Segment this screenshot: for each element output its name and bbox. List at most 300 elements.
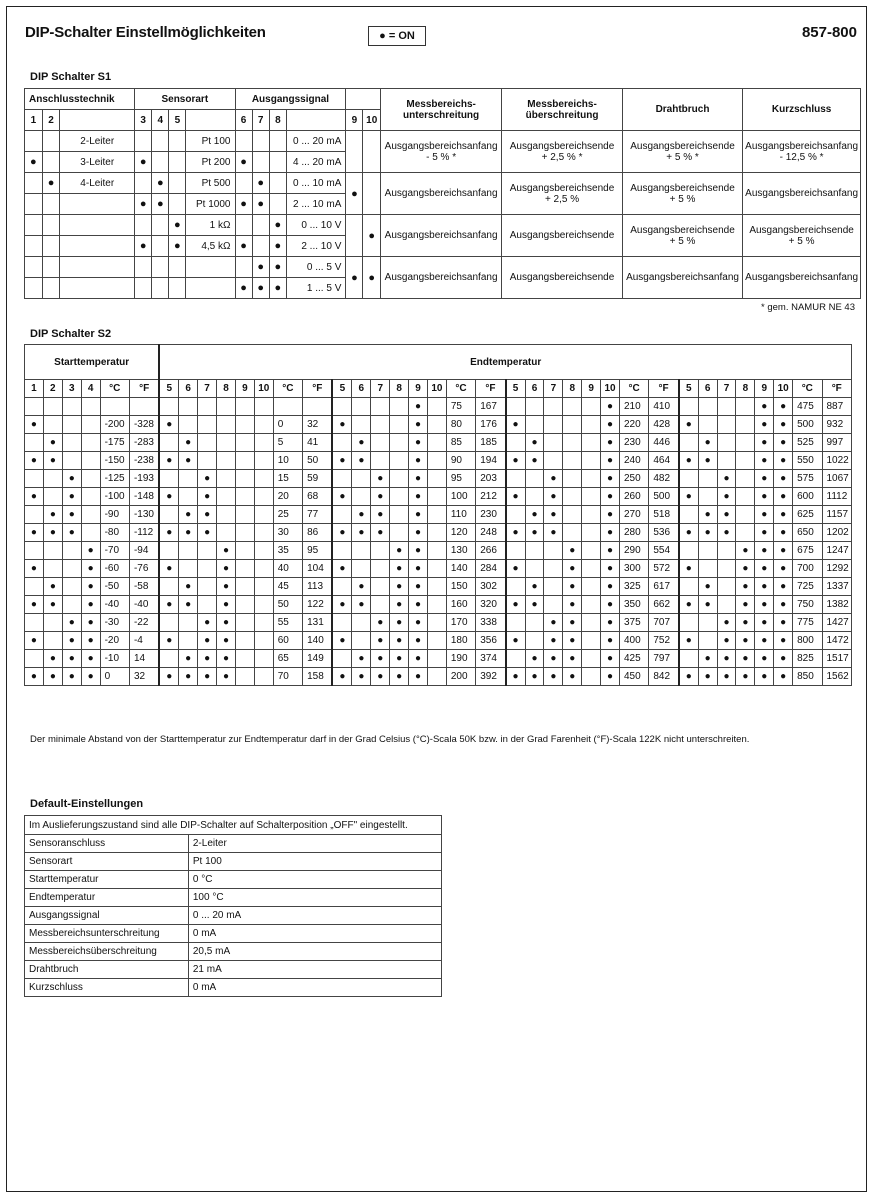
- s2-cell: ●: [736, 650, 755, 668]
- s2-cell: ●: [332, 596, 351, 614]
- s2-cell: ●: [81, 578, 100, 596]
- s1-ausgang-label: 2 ... 10 V: [286, 236, 345, 257]
- s1-row: [25, 131, 861, 152]
- s1-switch-cell: ●: [269, 215, 286, 236]
- s2-cell: 320: [476, 596, 506, 614]
- s2-cell: ●: [352, 578, 371, 596]
- s1-switch-cell: [25, 215, 43, 236]
- s2-cell: ●: [563, 542, 582, 560]
- s1-switch-cell: ●: [269, 236, 286, 257]
- s2-cell: ●: [563, 596, 582, 614]
- s2-col-header: °C: [619, 380, 648, 398]
- s2-cell: ●: [563, 632, 582, 650]
- s2-cell: ●: [371, 488, 390, 506]
- s2-cell: ●: [774, 668, 793, 686]
- s2-cell: [582, 650, 601, 668]
- s2-cell: ●: [43, 434, 62, 452]
- s2-cell: [427, 650, 446, 668]
- s2-cell: ●: [717, 650, 736, 668]
- s2-cell: 725: [793, 578, 822, 596]
- s2-cell: ●: [601, 578, 620, 596]
- s2-cell: ●: [774, 542, 793, 560]
- s1-fault-unter: Ausgangsbereichsanfang: [380, 173, 501, 215]
- s2-cell: [582, 416, 601, 434]
- defaults-row: [25, 907, 442, 925]
- s2-cell: ●: [179, 506, 198, 524]
- s2-cell: ●: [525, 650, 544, 668]
- s2-cell: ●: [506, 524, 525, 542]
- s1-anschluss-label: [60, 236, 135, 257]
- s2-cell: ●: [679, 560, 698, 578]
- s2-cell: [43, 488, 62, 506]
- s2-cell: 325: [619, 578, 648, 596]
- s2-cell: [582, 596, 601, 614]
- s2-cell: [736, 452, 755, 470]
- s2-cell: 230: [476, 506, 506, 524]
- s2-cell: ●: [544, 506, 563, 524]
- s2-cell: [217, 416, 236, 434]
- s2-cell: 482: [649, 470, 679, 488]
- s2-cell: 40: [273, 560, 302, 578]
- s2-cell: ●: [544, 650, 563, 668]
- s2-cell: ●: [506, 452, 525, 470]
- s1-switch-cell: ●: [235, 152, 252, 173]
- s2-cell: [254, 488, 273, 506]
- s2-cell: -22: [129, 614, 159, 632]
- s2-cell: 190: [446, 650, 475, 668]
- s2-cell: [582, 524, 601, 542]
- s2-cell: [254, 542, 273, 560]
- s2-cell: -20: [100, 632, 129, 650]
- s2-cell: -175: [100, 434, 129, 452]
- s2-cell: [352, 632, 371, 650]
- s2-cell: ●: [544, 668, 563, 686]
- s2-cell: ●: [409, 452, 428, 470]
- s2-cell: ●: [62, 632, 81, 650]
- s1-switch-cell: [169, 194, 186, 215]
- s2-cell: ●: [81, 668, 100, 686]
- s2-cell: [563, 452, 582, 470]
- s2-cell: ●: [81, 596, 100, 614]
- s2-cell: [198, 434, 217, 452]
- s2-cell: ●: [736, 578, 755, 596]
- s2-cell: ●: [217, 632, 236, 650]
- s1-switch-cell: ●: [42, 173, 60, 194]
- s2-cell: [217, 524, 236, 542]
- s1-group-unter: Messbereichs- unterschreitung: [380, 89, 501, 131]
- s1-switch-cell: [169, 131, 186, 152]
- s2-cell: ●: [159, 668, 178, 686]
- s2-cell: ●: [755, 506, 774, 524]
- s2-cell: 131: [303, 614, 333, 632]
- s2-cell: 10: [273, 452, 302, 470]
- s2-cell: ●: [774, 650, 793, 668]
- defaults-key: Endtemperatur: [25, 889, 189, 907]
- s2-cell: ●: [390, 578, 409, 596]
- s2-col-header: 8: [736, 380, 755, 398]
- s2-cell: [679, 506, 698, 524]
- s2-cell: [43, 416, 62, 434]
- s2-cell: ●: [506, 560, 525, 578]
- s2-cell: ●: [525, 524, 544, 542]
- s2-cell: ●: [179, 452, 198, 470]
- s2-cell: 120: [446, 524, 475, 542]
- s2-col-header: 1: [25, 380, 44, 398]
- s2-cell: [198, 596, 217, 614]
- s1-fault-kurz: Ausgangsbereichsanfang: [743, 173, 861, 215]
- s2-cell: ●: [43, 506, 62, 524]
- s2-cell: ●: [332, 560, 351, 578]
- s2-cell: [217, 434, 236, 452]
- s2-cell: ●: [217, 596, 236, 614]
- s2-cell: [62, 434, 81, 452]
- s1-switch-cell: [346, 131, 363, 173]
- s2-cell: 32: [129, 668, 159, 686]
- s2-cell: ●: [774, 452, 793, 470]
- s2-cell: [371, 596, 390, 614]
- s1-switch-cell: ●: [235, 236, 252, 257]
- s2-cell: ●: [371, 470, 390, 488]
- s2-cell: ●: [544, 470, 563, 488]
- s2-cell: ●: [525, 452, 544, 470]
- s2-cell: -76: [129, 560, 159, 578]
- s2-cell: 752: [649, 632, 679, 650]
- s1-sensor-label: Pt 1000: [186, 194, 235, 215]
- s2-cell: ●: [62, 506, 81, 524]
- s2-cell: ●: [409, 542, 428, 560]
- s2-cell: ●: [409, 668, 428, 686]
- s1-group-draht: Drahtbruch: [622, 89, 742, 131]
- defaults-value: 0 ... 20 mA: [188, 907, 441, 925]
- s2-cell: 1517: [822, 650, 852, 668]
- s2-cell: [582, 560, 601, 578]
- s2-cell: 200: [446, 668, 475, 686]
- s2-cell: 572: [649, 560, 679, 578]
- s2-cell: [273, 398, 302, 416]
- s1-sensor-label: Pt 500: [186, 173, 235, 194]
- s1-switch-cell: [152, 257, 169, 278]
- s2-row: [25, 632, 852, 650]
- s2-cell: ●: [736, 632, 755, 650]
- s2-cell: [179, 632, 198, 650]
- s1-switch-cell: ●: [169, 215, 186, 236]
- s2-cell: ●: [755, 542, 774, 560]
- s2-cell: 70: [273, 668, 302, 686]
- s2-row: [25, 506, 852, 524]
- s2-cell: ●: [25, 416, 44, 434]
- s2-cell: [100, 398, 129, 416]
- s2-cell: [371, 578, 390, 596]
- s1-fault-unter: Ausgangsbereichsanfang: [380, 215, 501, 257]
- s2-cell: [698, 398, 717, 416]
- s1-switch-num: 6: [235, 110, 252, 131]
- s2-cell: [427, 578, 446, 596]
- defaults-key: Drahtbruch: [25, 961, 189, 979]
- s2-cell: [544, 398, 563, 416]
- s2-cell: ●: [81, 542, 100, 560]
- s1-switch-cell: [252, 152, 269, 173]
- s1-switch-cell: [42, 152, 60, 173]
- s2-cell: [563, 488, 582, 506]
- s2-cell: ●: [774, 614, 793, 632]
- s2-cell: [235, 578, 254, 596]
- s2-cell: [736, 434, 755, 452]
- s1-group-ausgang: Ausgangssignal: [235, 89, 346, 110]
- s2-cell: ●: [755, 614, 774, 632]
- s1-ausgang-label: 0 ... 20 mA: [286, 131, 345, 152]
- s2-col-header: °C: [100, 380, 129, 398]
- s2-cell: [254, 506, 273, 524]
- s2-cell: 210: [619, 398, 648, 416]
- s2-cell: [390, 434, 409, 452]
- s2-cell: ●: [43, 578, 62, 596]
- s2-cell: [217, 488, 236, 506]
- defaults-row: [25, 979, 442, 997]
- s2-col-header: °F: [476, 380, 506, 398]
- s2-cell: ●: [390, 668, 409, 686]
- s1-switch-cell: [25, 194, 43, 215]
- s1-switch-cell: [169, 152, 186, 173]
- s2-cell: ●: [409, 650, 428, 668]
- s1-fault-ueber: Ausgangsbereichsende + 2,5 % *: [502, 131, 623, 173]
- s2-cell: [254, 452, 273, 470]
- defaults-value: 20,5 mA: [188, 943, 441, 961]
- s2-cell: ●: [601, 632, 620, 650]
- s2-cell: 800: [793, 632, 822, 650]
- s2-cell: ●: [352, 596, 371, 614]
- s2-cell: 50: [303, 452, 333, 470]
- s1-switch-cell: ●: [152, 173, 169, 194]
- s2-cell: [717, 542, 736, 560]
- s2-cell: ●: [352, 434, 371, 452]
- s2-cell: 20: [273, 488, 302, 506]
- s1-switch-cell: [152, 236, 169, 257]
- s2-cell: ●: [774, 596, 793, 614]
- s1-fault-ueber: Ausgangsbereichsende: [502, 257, 623, 299]
- s2-cell: [679, 614, 698, 632]
- s2-cell: [235, 668, 254, 686]
- s2-cell: [506, 398, 525, 416]
- s2-cell: 338: [476, 614, 506, 632]
- s2-cell: [736, 398, 755, 416]
- s2-cell: ●: [409, 596, 428, 614]
- s1-fault-draht: Ausgangsbereichsanfang: [622, 257, 742, 299]
- s1-fault-kurz: Ausgangsbereichsanfang - 12,5 % *: [743, 131, 861, 173]
- s2-cell: [679, 578, 698, 596]
- s1-group-blank: [346, 89, 381, 110]
- document-number: 857-800: [801, 24, 857, 41]
- s2-cell: [390, 488, 409, 506]
- s2-cell: ●: [409, 434, 428, 452]
- s2-cell: ●: [506, 488, 525, 506]
- s1-switch-cell: [25, 131, 43, 152]
- s2-cell: ●: [698, 524, 717, 542]
- s2-title: DIP Schalter S2: [30, 328, 112, 340]
- s2-cell: 1562: [822, 668, 852, 686]
- s2-cell: ●: [601, 416, 620, 434]
- s2-cell: [427, 434, 446, 452]
- s2-cell: ●: [563, 614, 582, 632]
- s2-cell: [235, 506, 254, 524]
- s2-cell: [217, 506, 236, 524]
- s2-cell: [25, 542, 44, 560]
- s2-cell: ●: [409, 470, 428, 488]
- s2-cell: ●: [409, 578, 428, 596]
- s2-cell: 60: [273, 632, 302, 650]
- s2-col-header: 5: [506, 380, 525, 398]
- s2-cell: ●: [352, 506, 371, 524]
- s1-switch-cell: [252, 215, 269, 236]
- s2-cell: 250: [619, 470, 648, 488]
- s2-cell: ●: [81, 632, 100, 650]
- s2-cell: ●: [179, 650, 198, 668]
- s1-group-anschluss: Anschlusstechnik: [25, 89, 135, 110]
- s2-cell: 158: [303, 668, 333, 686]
- s2-cell: [332, 614, 351, 632]
- s2-cell: -4: [129, 632, 159, 650]
- s2-cell: [582, 434, 601, 452]
- s2-cell: 825: [793, 650, 822, 668]
- s2-cell: 1472: [822, 632, 852, 650]
- s2-cell: ●: [179, 668, 198, 686]
- s2-cell: 35: [273, 542, 302, 560]
- defaults-key: Sensoranschluss: [25, 835, 189, 853]
- defaults-value: 0 °C: [188, 871, 441, 889]
- s2-cell: ●: [774, 506, 793, 524]
- s2-col-header: 9: [582, 380, 601, 398]
- s2-cell: 180: [446, 632, 475, 650]
- s2-cell: 140: [303, 632, 333, 650]
- defaults-key: Sensorart: [25, 853, 189, 871]
- s2-cell: [427, 506, 446, 524]
- s1-switch-cell: ●: [363, 257, 380, 299]
- defaults-key: Starttemperatur: [25, 871, 189, 889]
- s2-cell: 446: [649, 434, 679, 452]
- s2-cell: [235, 632, 254, 650]
- s2-cell: [25, 650, 44, 668]
- s2-cell: ●: [332, 488, 351, 506]
- s2-col-header: 5: [679, 380, 698, 398]
- s2-cell: 240: [619, 452, 648, 470]
- s2-col-header: °C: [446, 380, 475, 398]
- s2-cell: ●: [217, 650, 236, 668]
- s2-cell: [717, 596, 736, 614]
- s2-cell: [254, 596, 273, 614]
- s2-cell: 1202: [822, 524, 852, 542]
- s2-cell: [332, 506, 351, 524]
- s2-col-header: 8: [217, 380, 236, 398]
- s2-cell: 95: [303, 542, 333, 560]
- s2-cell: [427, 632, 446, 650]
- s2-cell: [525, 542, 544, 560]
- s2-cell: ●: [81, 560, 100, 578]
- s2-cell: [390, 524, 409, 542]
- s2-cell: ●: [679, 524, 698, 542]
- s1-ausgang-label: 1 ... 5 V: [286, 278, 345, 299]
- s2-cell: [563, 434, 582, 452]
- s2-cell: 150: [446, 578, 475, 596]
- s1-switch-cell: ●: [346, 173, 363, 215]
- s2-cell: 160: [446, 596, 475, 614]
- s2-cell: ●: [525, 434, 544, 452]
- s2-cell: -70: [100, 542, 129, 560]
- s2-cell: ●: [717, 668, 736, 686]
- s2-cell: [582, 578, 601, 596]
- s2-cell: ●: [774, 416, 793, 434]
- s2-cell: ●: [198, 614, 217, 632]
- s2-cell: 75: [446, 398, 475, 416]
- s1-switch-num: 9: [346, 110, 363, 131]
- s2-row: [25, 524, 852, 542]
- s2-cell: 410: [649, 398, 679, 416]
- s2-cell: [427, 524, 446, 542]
- s2-cell: 464: [649, 452, 679, 470]
- defaults-value: 100 °C: [188, 889, 441, 907]
- s2-cell: 212: [476, 488, 506, 506]
- s2-cell: 797: [649, 650, 679, 668]
- s1-switch-num: 1: [25, 110, 43, 131]
- s2-cell: -112: [129, 524, 159, 542]
- s1-switch-cell: [269, 131, 286, 152]
- s2-cell: 1247: [822, 542, 852, 560]
- s2-cell: ●: [371, 668, 390, 686]
- s1-row: [25, 173, 861, 194]
- s2-cell: 77: [303, 506, 333, 524]
- s2-cell: ●: [409, 398, 428, 416]
- s2-cell: ●: [698, 452, 717, 470]
- s2-cell: 842: [649, 668, 679, 686]
- s2-cell: 170: [446, 614, 475, 632]
- s2-cell: ●: [525, 668, 544, 686]
- defaults-value: 0 mA: [188, 925, 441, 943]
- defaults-title: Default-Einstellungen: [30, 798, 144, 810]
- s2-cell: [698, 542, 717, 560]
- s2-cell: 90: [446, 452, 475, 470]
- s2-cell: [179, 488, 198, 506]
- s1-switch-cell: [235, 215, 252, 236]
- s2-cell: 0: [100, 668, 129, 686]
- s2-cell: [544, 578, 563, 596]
- s1-switch-cell: [42, 278, 60, 299]
- s2-cell: [698, 614, 717, 632]
- s2-cell: ●: [159, 632, 178, 650]
- s2-cell: ●: [159, 452, 178, 470]
- s2-col-header: 2: [43, 380, 62, 398]
- s1-switch-cell: [169, 173, 186, 194]
- s2-cell: ●: [755, 434, 774, 452]
- s2-cell: ●: [25, 596, 44, 614]
- s2-cell: -328: [129, 416, 159, 434]
- defaults-key: Messbereichsunterschreitung: [25, 925, 189, 943]
- s2-cell: ●: [774, 470, 793, 488]
- s2-cell: 14: [129, 650, 159, 668]
- s1-anschluss-label: [60, 278, 135, 299]
- defaults-key: Ausgangssignal: [25, 907, 189, 925]
- s2-cell: ●: [371, 632, 390, 650]
- s2-cell: [371, 434, 390, 452]
- s2-cell: 932: [822, 416, 852, 434]
- s2-cell: -50: [100, 578, 129, 596]
- defaults-value: 21 mA: [188, 961, 441, 979]
- s2-cell: [43, 632, 62, 650]
- defaults-row: [25, 925, 442, 943]
- s2-cell: [506, 506, 525, 524]
- s1-switch-num: 4: [152, 110, 169, 131]
- s2-cell: 450: [619, 668, 648, 686]
- s2-col-header: 4: [81, 380, 100, 398]
- s2-cell: [352, 398, 371, 416]
- s2-cell: [235, 524, 254, 542]
